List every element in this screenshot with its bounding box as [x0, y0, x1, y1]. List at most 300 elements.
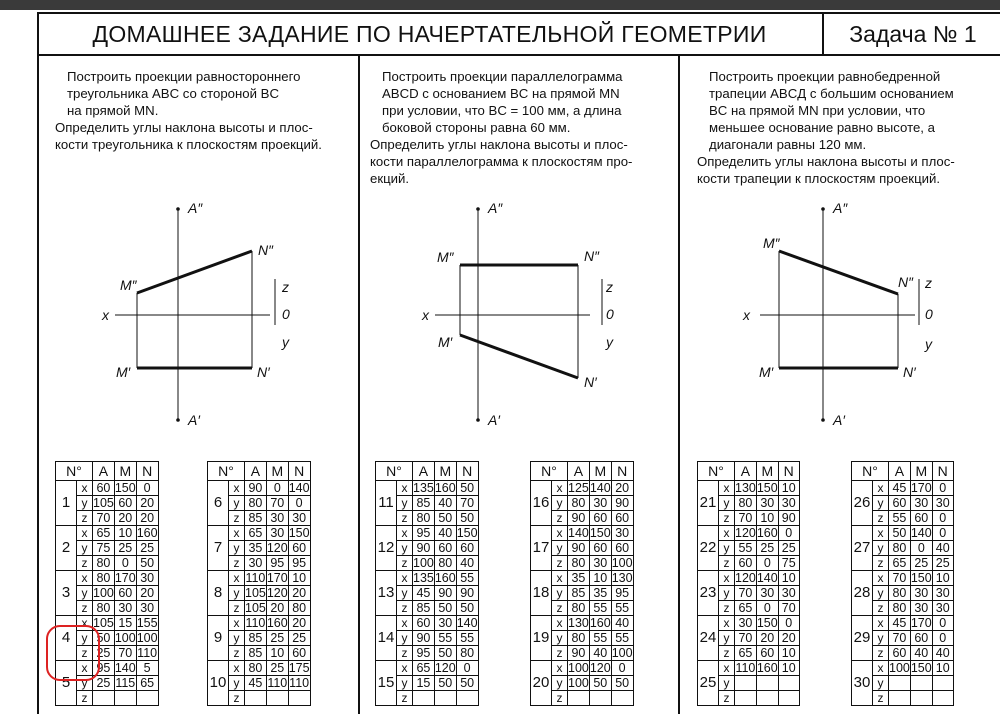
table-cell: 55 — [735, 541, 757, 556]
table-cell: 30 — [778, 586, 799, 601]
table-row — [698, 661, 800, 676]
desc-line: трапеции ABCД с большим основанием — [709, 86, 954, 101]
table-cell: 85 — [245, 646, 267, 661]
table-cell: 160 — [756, 526, 778, 540]
desc-line: ABCD с основанием BC на прямой MN — [382, 86, 620, 101]
variant-number: 17 — [531, 526, 552, 571]
table-cell: 90 — [568, 511, 590, 526]
axis-label: y — [229, 586, 245, 601]
table-cell: 30 — [136, 601, 158, 616]
col-n-header: N — [778, 462, 799, 481]
table-row — [56, 481, 159, 496]
table-cell: 20 — [114, 511, 136, 526]
col-m-header: M — [756, 462, 778, 481]
variant-number: 24 — [698, 616, 719, 661]
desc-line: Построить проекции параллелограмма — [382, 69, 623, 84]
axis-label: x — [229, 526, 245, 541]
axis-label: z — [229, 646, 245, 661]
label-y: y — [282, 334, 289, 350]
label-y: y — [606, 334, 613, 350]
variant-number: 29 — [852, 616, 873, 661]
table-cell: 70 — [889, 571, 911, 586]
table-cell: 90 — [434, 586, 456, 601]
table-cell: 50 — [456, 481, 478, 496]
table-cell: 110 — [735, 661, 756, 675]
variant-number: 28 — [852, 571, 873, 616]
table-cell: 90 — [245, 481, 267, 496]
table-cell: 55 — [589, 601, 611, 616]
table-cell: 45 — [413, 586, 435, 601]
desc-line: кости треугольника к плоскостям проекций. — [55, 137, 322, 152]
table-row — [531, 481, 634, 496]
col-m-header: M — [910, 462, 932, 481]
table-cell: 0 — [778, 526, 799, 541]
table-cell: 30 — [910, 601, 932, 616]
axis-label: x — [77, 526, 93, 541]
column-divider-1 — [358, 54, 360, 714]
axis-label: x — [397, 481, 413, 496]
axis-label: y — [229, 496, 245, 511]
table-row — [376, 526, 479, 541]
table-cell: 20 — [136, 511, 158, 526]
table-cell: 80 — [568, 601, 590, 616]
table-cell: 150 — [456, 526, 478, 540]
table-cell: 65 — [245, 526, 267, 541]
table-cell: 25 — [93, 676, 115, 691]
axis-label: z — [397, 691, 413, 706]
table-cell — [288, 691, 310, 706]
label-n1: N′ — [257, 364, 270, 380]
table-cell: 105 — [93, 616, 114, 630]
table-cell: 0 — [288, 496, 310, 511]
table-cell: 55 — [456, 571, 478, 586]
table-cell: 20 — [136, 586, 158, 601]
col-m-header: M — [589, 462, 611, 481]
axis-label: y — [719, 496, 735, 511]
variant-number: 16 — [531, 481, 552, 526]
variant-number: 27 — [852, 526, 873, 571]
drawing-panel-3 — [735, 195, 945, 430]
col-m-header: M — [266, 462, 288, 481]
desc-line: кости трапеции к плоскостям проекций. — [697, 171, 941, 186]
table-cell: 0 — [932, 511, 953, 526]
axis-label: y — [397, 631, 413, 646]
table-row — [208, 571, 311, 586]
axis-label: z — [397, 511, 413, 526]
table-cell: 60 — [611, 511, 633, 526]
table-cell: 50 — [589, 676, 611, 691]
label-a2: A″ — [488, 200, 503, 216]
axis-label: x — [552, 571, 568, 586]
axis-label: y — [77, 676, 93, 691]
table-cell — [568, 691, 590, 706]
col-n-header: N — [456, 462, 478, 481]
table-cell: 80 — [413, 511, 435, 526]
variant-number: 9 — [208, 616, 229, 661]
table-cell: 30 — [778, 496, 799, 511]
axis-label: y — [229, 631, 245, 646]
table-cell: 160 — [434, 571, 456, 585]
table-cell: 70 — [735, 631, 757, 646]
table-cell: 10 — [778, 661, 799, 676]
table-row — [852, 661, 954, 676]
table-cell: 85 — [413, 601, 435, 616]
table-row — [531, 526, 634, 541]
axis-label: x — [397, 661, 413, 676]
table-cell: 90 — [413, 541, 435, 556]
table-row — [208, 616, 311, 631]
label-z: z — [606, 279, 613, 295]
variant-number: 25 — [698, 661, 719, 706]
table-row — [376, 571, 479, 586]
desc-line: при условии, что BC = 100 мм, а длина — [382, 103, 622, 118]
label-o: 0 — [606, 306, 614, 322]
page-title: ДОМАШНЕЕ ЗАДАНИЕ ПО НАЧЕРТАТЕЛЬНОЙ ГЕОМЕТРИИ — [92, 21, 767, 47]
axis-label: y — [552, 586, 568, 601]
table-cell: 60 — [114, 496, 136, 511]
table-cell: 150 — [288, 526, 310, 540]
axis-label: z — [552, 511, 568, 526]
axis-label: y — [397, 676, 413, 691]
axis-label: x — [719, 571, 735, 586]
axis-label: x — [873, 526, 889, 541]
axis-label: y — [873, 496, 889, 511]
axis-label: x — [873, 481, 889, 496]
variant-number: 7 — [208, 526, 229, 571]
table-cell: 30 — [932, 496, 953, 511]
axis-label: y — [229, 541, 245, 556]
table-cell: 50 — [434, 601, 456, 616]
table-cell: 170 — [266, 571, 288, 585]
table-cell: 60 — [589, 541, 611, 556]
axis-label: y — [552, 631, 568, 646]
variant-number: 21 — [698, 481, 719, 526]
axis-label: z — [77, 556, 93, 571]
drawing-panel-1 — [90, 195, 300, 430]
table-cell: 85 — [568, 586, 590, 601]
col-a-header: A — [413, 462, 435, 481]
window-top-bar — [0, 0, 1000, 10]
axis-label: x — [552, 661, 568, 676]
axis-label: z — [873, 601, 889, 616]
table-cell: 60 — [756, 646, 778, 661]
col-n-header: N — [611, 462, 633, 481]
table-cell: 85 — [245, 511, 267, 526]
table-cell: 105 — [245, 586, 266, 600]
table-cell: 30 — [756, 496, 778, 511]
label-z: z — [282, 279, 289, 295]
label-a1: A′ — [188, 412, 200, 428]
point-a1 — [821, 418, 825, 422]
table-cell: 140 — [456, 616, 478, 630]
variants-table — [207, 461, 311, 706]
variant-number: 13 — [376, 571, 397, 616]
table-cell: 110 — [245, 616, 266, 630]
table-cell — [611, 691, 633, 706]
label-m2: M″ — [763, 235, 780, 251]
table-cell: 55 — [589, 631, 611, 646]
table-cell: 10 — [288, 571, 310, 586]
table-cell: 20 — [288, 616, 310, 631]
table-cell: 50 — [889, 526, 911, 541]
table-cell: 30 — [266, 526, 288, 541]
table-cell: 10 — [266, 646, 288, 661]
axis-label: z — [229, 601, 245, 616]
axis-label: x — [719, 481, 735, 496]
col-n-header: N — [136, 462, 158, 481]
table-cell: 0 — [136, 481, 158, 496]
table-cell — [114, 691, 136, 706]
table-cell: 80 — [434, 556, 456, 571]
table-row — [852, 481, 954, 496]
task-description-3 — [697, 68, 995, 187]
table-cell: 140 — [568, 526, 589, 540]
table-cell: 170 — [910, 616, 932, 630]
table-cell: 150 — [910, 661, 932, 675]
point-a2 — [176, 207, 180, 211]
table-cell: 60 — [288, 646, 310, 661]
table-cell: 150 — [910, 571, 932, 585]
col-m-header: M — [434, 462, 456, 481]
table-cell — [735, 691, 757, 706]
desc-line: боковой стороны равна 60 мм. — [382, 120, 571, 135]
table-cell: 40 — [910, 646, 932, 661]
table-cell: 90 — [778, 511, 799, 526]
task-description-2 — [370, 68, 670, 187]
table-cell: 30 — [611, 526, 633, 541]
axis-label: z — [719, 601, 735, 616]
variant-number: 14 — [376, 616, 397, 661]
table-cell: 0 — [932, 481, 953, 496]
table-cell — [136, 691, 158, 706]
table-cell: 20 — [611, 481, 633, 496]
table-cell: 30 — [589, 556, 611, 571]
task-number: Задача № 1 — [822, 12, 1000, 54]
variant-number: 26 — [852, 481, 873, 526]
col-a-header: A — [735, 462, 757, 481]
variant-number: 18 — [531, 571, 552, 616]
axis-label: z — [873, 511, 889, 526]
axis-label: y — [552, 541, 568, 556]
desc-line: екций. — [370, 171, 410, 186]
axis-label: y — [719, 676, 735, 691]
point-a2 — [476, 207, 480, 211]
table-cell: 110 — [289, 676, 310, 690]
table-cell: 120 — [434, 661, 456, 675]
axis-label: x — [873, 571, 889, 586]
table-cell: 80 — [568, 631, 590, 646]
table-cell: 160 — [136, 526, 158, 540]
table-cell: 0 — [756, 601, 778, 616]
table-row — [531, 661, 634, 676]
label-a2: A″ — [188, 200, 203, 216]
table-cell: 60 — [611, 541, 633, 556]
table-cell: 50 — [611, 676, 633, 691]
table-cell: 25 — [288, 631, 310, 646]
table-cell: 30 — [589, 496, 611, 511]
table-cell: 40 — [932, 646, 953, 661]
table-cell: 80 — [93, 556, 115, 571]
table-cell: 90 — [568, 646, 590, 661]
table-cell: 30 — [756, 586, 778, 601]
table-cell: 30 — [932, 601, 953, 616]
table-cell: 25 — [932, 556, 953, 571]
table-cell: 0 — [932, 526, 953, 541]
axis-label: y — [719, 541, 735, 556]
num-header: N° — [852, 462, 889, 481]
table-cell: 95 — [93, 661, 115, 676]
variant-number: 20 — [531, 661, 552, 706]
table-cell: 100 — [611, 556, 633, 570]
table-cell: 85 — [413, 496, 435, 511]
axis-label: z — [873, 556, 889, 571]
axis-label: z — [552, 601, 568, 616]
table-cell: 60 — [114, 586, 136, 601]
axis-label: z — [719, 511, 735, 526]
table-cell — [889, 691, 911, 706]
axis-label: z — [552, 691, 568, 706]
label-x: x — [102, 307, 109, 323]
table-cell: 30 — [932, 586, 953, 601]
variant-number: 12 — [376, 526, 397, 571]
table-cell: 40 — [456, 556, 478, 571]
table-cell: 20 — [756, 631, 778, 646]
axis-label: y — [77, 541, 93, 556]
desc-line: Определить углы наклона высоты и плос- — [697, 154, 955, 169]
col-a-header: A — [93, 462, 115, 481]
table-cell — [910, 676, 932, 691]
table-cell: 50 — [434, 511, 456, 526]
table-row — [208, 526, 311, 541]
header — [37, 12, 1000, 56]
label-o: 0 — [282, 306, 290, 322]
axis-label: z — [552, 646, 568, 661]
table-cell: 80 — [456, 646, 478, 661]
variants-table — [697, 461, 800, 706]
label-m1: M′ — [759, 364, 774, 380]
table-cell — [93, 691, 115, 706]
table-cell: 40 — [611, 616, 633, 631]
table-row — [56, 571, 159, 586]
table-row — [208, 661, 311, 676]
table-cell — [932, 691, 953, 706]
table-cell: 60 — [910, 511, 932, 526]
table-cell: 150 — [756, 481, 778, 495]
table-cell: 0 — [611, 661, 633, 676]
variant-number: 10 — [208, 661, 229, 706]
table-cell: 100 — [568, 676, 589, 690]
table-cell: 10 — [756, 511, 778, 526]
variants-table — [851, 461, 954, 706]
axis-label: z — [719, 646, 735, 661]
axis-label: y — [873, 586, 889, 601]
table-cell: 45 — [889, 616, 911, 631]
table-cell: 50 — [93, 631, 115, 646]
table-cell: 60 — [434, 541, 456, 556]
table-cell: 25 — [756, 541, 778, 556]
table-cell: 130 — [568, 616, 589, 630]
table-row — [698, 481, 800, 496]
table-cell: 80 — [889, 601, 911, 616]
table-cell: 65 — [413, 661, 435, 676]
axis-label: x — [77, 481, 93, 496]
col-n-header: N — [288, 462, 310, 481]
table-cell: 65 — [735, 646, 757, 661]
table-cell: 25 — [778, 541, 799, 556]
axis-label: x — [719, 526, 735, 541]
table-cell — [589, 691, 611, 706]
axis-label: z — [552, 556, 568, 571]
table-cell — [245, 691, 267, 706]
axis-label: x — [77, 571, 93, 586]
table-cell: 75 — [93, 541, 115, 556]
table-cell: 95 — [611, 586, 633, 601]
table-cell: 130 — [611, 571, 633, 585]
table-cell: 55 — [434, 631, 456, 646]
label-z: z — [925, 275, 932, 291]
table-cell: 25 — [114, 541, 136, 556]
table-cell: 40 — [434, 496, 456, 511]
table-row — [852, 571, 954, 586]
desc-line: Определить углы наклона высоты и плос- — [55, 120, 313, 135]
table-cell: 140 — [589, 481, 611, 495]
variant-number: 4 — [56, 616, 77, 661]
label-n1: N′ — [584, 374, 597, 390]
variant-number: 15 — [376, 661, 397, 706]
label-n2: N″ — [898, 274, 914, 290]
col-n-header: N — [932, 462, 953, 481]
variant-number: 1 — [56, 481, 77, 526]
desc-line: диагонали равны 120 мм. — [709, 137, 867, 152]
table-cell — [756, 691, 778, 706]
table-cell: 10 — [932, 661, 953, 676]
table-cell: 40 — [589, 646, 611, 661]
axis-label: x — [719, 616, 735, 631]
table-cell: 30 — [266, 511, 288, 526]
table-row — [208, 481, 311, 496]
table-cell: 140 — [114, 661, 136, 675]
table-cell: 135 — [413, 481, 434, 495]
label-m1: M′ — [116, 364, 131, 380]
table-cell: 100 — [93, 586, 114, 600]
desc-line: Определить углы наклона высоты и плос- — [370, 137, 628, 152]
axis-label: y — [552, 676, 568, 691]
table-cell: 110 — [267, 676, 288, 690]
axis-label: z — [229, 691, 245, 706]
table-cell: 60 — [889, 496, 911, 511]
axis-label: z — [397, 556, 413, 571]
table-cell: 50 — [456, 601, 478, 616]
num-header: N° — [698, 462, 735, 481]
point-a1 — [476, 418, 480, 422]
variant-number: 30 — [852, 661, 873, 706]
table-cell — [778, 676, 799, 691]
table-cell: 135 — [413, 571, 434, 585]
table-cell: 0 — [756, 556, 778, 571]
table-cell: 10 — [778, 571, 799, 586]
table-cell: 35 — [589, 586, 611, 601]
table-cell: 170 — [910, 481, 932, 495]
table-cell: 30 — [114, 601, 136, 616]
table-cell: 80 — [245, 661, 267, 676]
table-cell: 90 — [568, 541, 590, 556]
table-cell — [778, 691, 799, 706]
table-cell: 45 — [889, 481, 911, 496]
highlight-circle-variant-4 — [46, 625, 100, 681]
table-cell: 70 — [735, 511, 757, 526]
table-row — [376, 661, 479, 676]
label-x: x — [743, 307, 750, 323]
